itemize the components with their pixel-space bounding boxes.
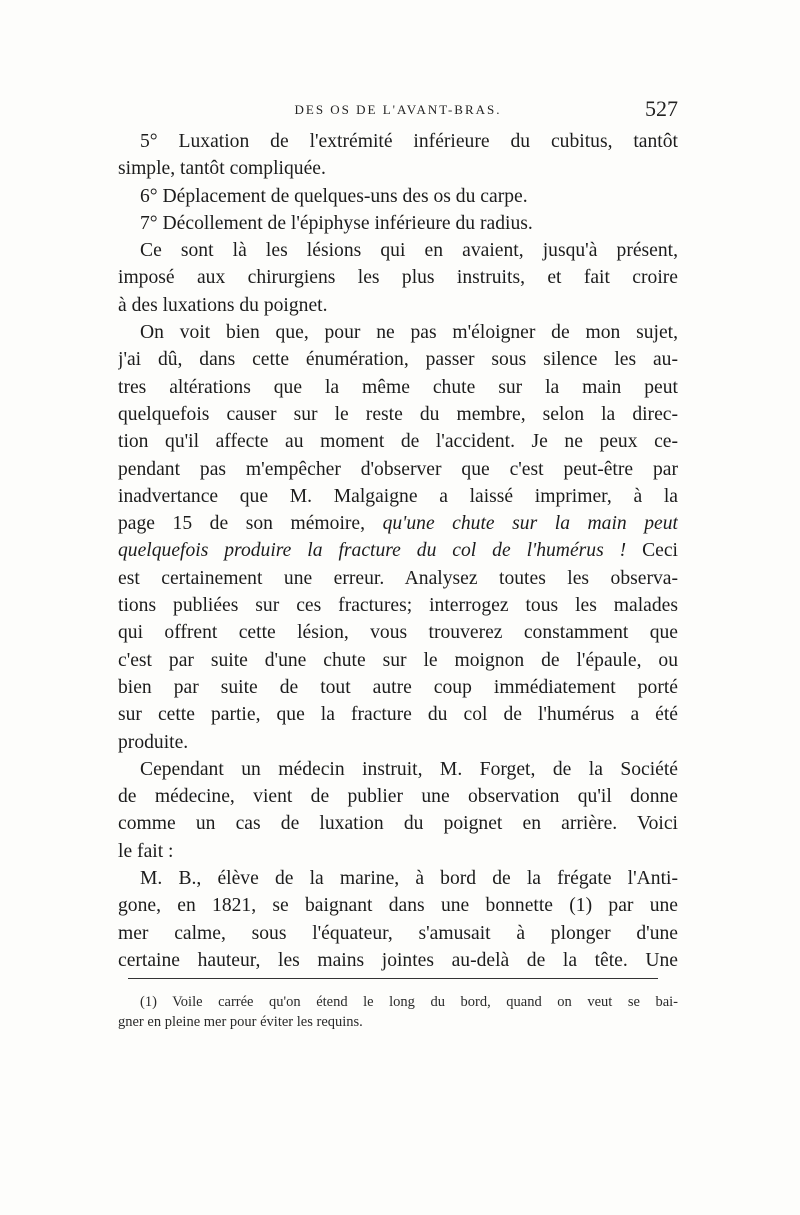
text-line: gone, en 1821, se baignant dans une bonnette (1) par une [118, 895, 678, 917]
text-line: On voit bien que, pour ne pas m'éloigner de mon sujet, [140, 322, 678, 344]
text-line: c'est par suite d'une chute sur le moignon de l'épaule, ou [118, 649, 678, 671]
text-line: est certainement une erreur. Analysez toutes les observa- [118, 567, 678, 589]
text-line: tions publiées sur ces fractures; interrogez tous les malades [118, 595, 678, 617]
text-line: 6° Déplacement de quelques-uns des os du carpe. [140, 185, 528, 207]
text-line: imposé aux chirurgiens les plus instruits, et fait croire [118, 267, 678, 289]
body-text [118, 128, 678, 974]
text-line: qui offrent cette lésion, vous trouverez constamment que [118, 622, 678, 644]
text-line: inadvertance que M. Malgaigne a laissé imprimer, à la [118, 485, 678, 507]
text-run: Ceci [626, 540, 678, 562]
page-header [118, 96, 678, 124]
text-line: Ce sont là les lésions qui en avaient, jusqu'à présent, [140, 240, 678, 262]
page-number: 527 [645, 96, 678, 121]
text-line: quelquefois causer sur le reste du membre, selon la direc- [118, 403, 678, 425]
text-line: sur cette partie, que la fracture du col de l'humérus a été [118, 704, 678, 726]
text-line: le fait : [118, 840, 174, 862]
footnote [118, 992, 678, 1032]
text-line: mer calme, sous l'équateur, s'amusait à plonger d'une [118, 922, 678, 944]
text-line: j'ai dû, dans cette énumération, passer sous silence les au- [118, 349, 678, 371]
text-line: 7° Décollement de l'épiphyse inférieure du radius. [140, 212, 533, 234]
text-line: à des luxations du poignet. [118, 294, 328, 316]
italic-run: qu'une chute sur la main peut [382, 513, 678, 535]
text-line-mixed [118, 510, 678, 537]
text-line: pendant pas m'empêcher d'observer que c'est peut-être par [118, 458, 678, 480]
footnote-rule [128, 978, 658, 979]
running-head: DES OS DE L'AVANT-BRAS. [294, 102, 502, 117]
text-line: bien par suite de tout autre coup immédiatement porté [118, 676, 678, 698]
text-line: M. B., élève de la marine, à bord de la frégate l'Anti- [140, 868, 678, 890]
italic-run: quelquefois produire la fracture du col de l'humérus ! [118, 540, 627, 562]
text-line: simple, tantôt compliquée. [118, 158, 326, 180]
text-line-mixed [118, 537, 678, 564]
footnote-line: (1) Voile carrée qu'on étend le long du bord, quand on veut se bai- [140, 994, 678, 1010]
text-line: certaine hauteur, les mains jointes au-delà de la tête. Une [118, 949, 678, 971]
text-line: tion qu'il affecte au moment de l'accident. Je ne peux ce- [118, 431, 678, 453]
text-run: page 15 de son mémoire, [118, 513, 383, 535]
text-line: Cependant un médecin instruit, M. Forget, de la Société [140, 758, 678, 780]
text-line: tres altérations que la même chute sur la main peut [118, 376, 678, 398]
text-line: 5° Luxation de l'extrémité inférieure du cubitus, tantôt [140, 131, 678, 152]
footnote-line: gner en pleine mer pour éviter les requins. [118, 1014, 363, 1030]
text-line: produite. [118, 731, 189, 753]
text-line: de médecine, vient de publier une observation qu'il donne [118, 786, 678, 808]
text-line: comme un cas de luxation du poignet en arrière. Voici [118, 813, 678, 835]
